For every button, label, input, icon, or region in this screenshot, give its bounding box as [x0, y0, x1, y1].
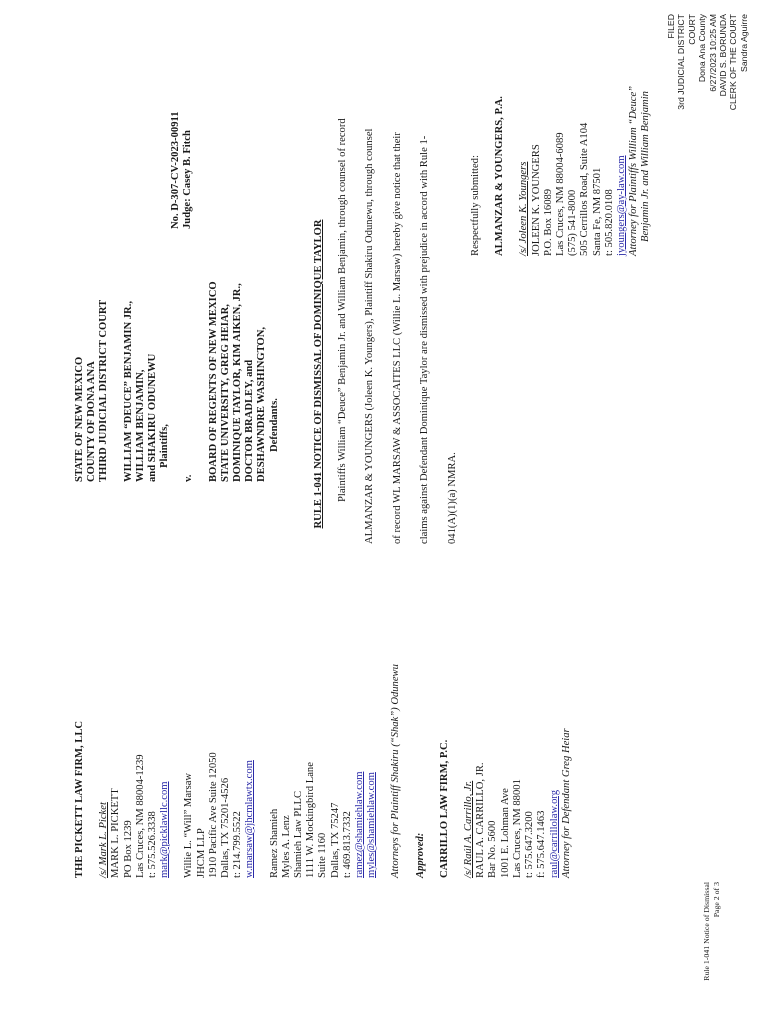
email-link[interactable]: w.marsaw@jhcmlawtx.com — [244, 760, 256, 878]
address-line: Las Cruces, NM 88004-1239 — [134, 754, 146, 878]
defendant-line: STATE UNIVERSITY, GREG HEIAR, — [219, 304, 231, 482]
filed-line: FILED — [666, 14, 676, 39]
plaintiffs-label: Plaintiffs, — [159, 424, 171, 468]
defendant-line: DOCTOR BRADLEY, and — [244, 359, 256, 482]
address-line: JHCM LLP — [195, 828, 207, 878]
filed-line: 6/27/2023 10:25 AM — [707, 14, 718, 92]
plaintiff-line: WILLIAM “DEUCE” BENJAMIN JR., — [122, 301, 134, 482]
notice-line: Plaintiffs William “Deuce” Benjamin Jr. and William Benjamin, through counsel of record — [337, 118, 348, 502]
signature: /s/ Raúl A. Carrillo, Jr. — [463, 780, 475, 878]
submitted-block — [470, 86, 653, 256]
counsel-block — [74, 664, 573, 878]
address-line: 1001 E. Lohman Ave — [499, 788, 511, 878]
court-line: STATE OF NEW MEXICO — [74, 356, 85, 482]
defendants-label: Defendants. — [268, 398, 280, 452]
address-line: Ramez Shamieh — [268, 808, 280, 878]
notice-line: ALMANZAR & YOUNGERS (Joleen K. Youngers), Plaintiff Shakiru Odunewu, through counsel — [364, 128, 375, 544]
notice-line: claims against Defendant Dominique Taylor are dismissed with prejudice in accord with Rule 1- — [419, 135, 430, 544]
address-line: JOLEEN K. YOUNGERS — [530, 144, 542, 256]
court-caption — [74, 281, 281, 482]
address-line: t: 575.647.3200 — [524, 811, 536, 878]
address-line: Dallas, TX 75201-4526 — [220, 777, 232, 878]
attorney-line: Attorneys for Plaintiff Shakiru (“Shak”) Odunewu — [390, 664, 402, 878]
versus: v. — [183, 474, 195, 482]
filed-stamp — [666, 14, 749, 114]
filed-line: CLERK OF THE COURT — [728, 14, 739, 111]
address-line: t: 214.799.5522 — [232, 811, 244, 878]
court-line: COUNTY OF DONA ANA — [86, 361, 98, 482]
address-line: MARK L. PICKETT — [110, 788, 122, 878]
address-line: P.O. Box 16089 — [542, 188, 554, 256]
address-line: 1111 W. Mockingbird Lane — [305, 762, 317, 878]
pickett-firm: THE PICKETT LAW FIRM, LLC — [74, 720, 85, 878]
address-line: Myles A. Lenz — [280, 815, 292, 878]
filed-line: DAVID S. BORUNDA — [718, 14, 729, 97]
address-line: (575) 541-8000 — [567, 189, 579, 256]
filed-line: Dona Ana County — [697, 14, 708, 83]
email-link[interactable]: raul@carrillolaw.org — [548, 790, 560, 878]
submitted-label: Respectfully submitted: — [470, 155, 481, 256]
address-line: 505 Cerrillos Road, Suite A104 — [579, 122, 591, 256]
approved-label: Approved: — [414, 832, 426, 878]
address-line: Bar No. 5600 — [487, 820, 499, 878]
attorney-line: Attorney for Plaintiffs William “Deuce” — [628, 85, 640, 256]
email-link[interactable]: mark@picklawllc.com — [159, 781, 171, 878]
plaintiff-line: and SHAKIRU ODUNEWU — [147, 353, 159, 482]
address-line: PO Box 1239 — [122, 820, 134, 878]
attorney-line: Attorney for Defendant Greg Heiar — [560, 728, 572, 878]
page-number: Page 2 of 3 — [711, 882, 721, 918]
notice-line: of record WL MARSAW & ASSOCAITES LLC (Willie L. Marsaw) hereby give notice that their — [392, 132, 403, 544]
address-line: RAUL A. CARRILLO, JR. — [475, 762, 487, 878]
judge: Judge: Casey B. Fitch — [182, 130, 194, 229]
signature: /s/ Mark L. Picket — [98, 802, 110, 878]
email-link[interactable]: ramez@shamiehlaw.com — [354, 771, 366, 878]
address-line: Willie L. “Will” Marsaw — [183, 772, 195, 878]
footer-title: Rule 1-041 Notice of Dismissal — [702, 882, 711, 981]
address-line: f: 575.647.1463 — [536, 810, 548, 878]
address-line: Las Cruces, NM 88004-6089 — [555, 132, 567, 256]
notice-title: RULE 1-041 NOTICE OF DISMISSAL OF DOMINIQUE TAYLOR — [313, 219, 324, 529]
address-line: Las Cruces, NM 88001 — [511, 779, 523, 878]
address-line: 1910 Pacific Ave Suite 12050 — [207, 752, 219, 878]
address-line: Dallas, TX 75247 — [329, 802, 341, 878]
notice-line: 041(A)(1)(a) NMRA. — [447, 452, 458, 544]
address-line: Shamieh Law PLLC — [293, 790, 305, 878]
page-footer — [702, 882, 721, 1002]
filed-line: 3rd JUDICIAL DISTRICT COURT — [676, 14, 697, 110]
case-info — [170, 112, 194, 230]
case-number: No. D-307-CV-2023-00911 — [170, 111, 181, 229]
signature: /s/ Joleen K. Youngers — [518, 161, 530, 256]
defendant-line: DOMINIQUE TAYLOR, KIM AIKEN, JR., — [232, 283, 244, 482]
email-link[interactable]: jyoungers@ay-law.com — [616, 155, 628, 256]
court-line: THIRD JUDICIAL DISTRICT COURT — [98, 299, 110, 482]
defendant-line: DESHAWNDRE WASHINGTON, — [256, 326, 268, 482]
address-line: Suite 1160 — [317, 832, 329, 878]
defendant-line: BOARD OF REGENTS OF NEW MEXICO — [207, 281, 219, 482]
attorney-line: Benjamin Jr. and William Benjamin — [640, 91, 652, 242]
carrillo-firm: CARRILLO LAW FIRM, P.C. — [438, 739, 450, 878]
email-link[interactable]: myles@shamiehlaw.com — [366, 772, 378, 878]
address-line: Santa Fe, NM 87501 — [591, 167, 603, 256]
address-line: t: 575.526.3338 — [147, 811, 159, 878]
submitted-firm: ALMANZAR & YOUNGERS, P.A. — [494, 96, 506, 256]
address-line: t: 469.813.7332 — [341, 811, 353, 878]
address-line: t: 505.820.0108 — [603, 189, 615, 256]
filed-line: Sandra Aguirre — [738, 14, 749, 72]
plaintiff-line: WILLIAM BENJAMIN, — [134, 369, 146, 482]
